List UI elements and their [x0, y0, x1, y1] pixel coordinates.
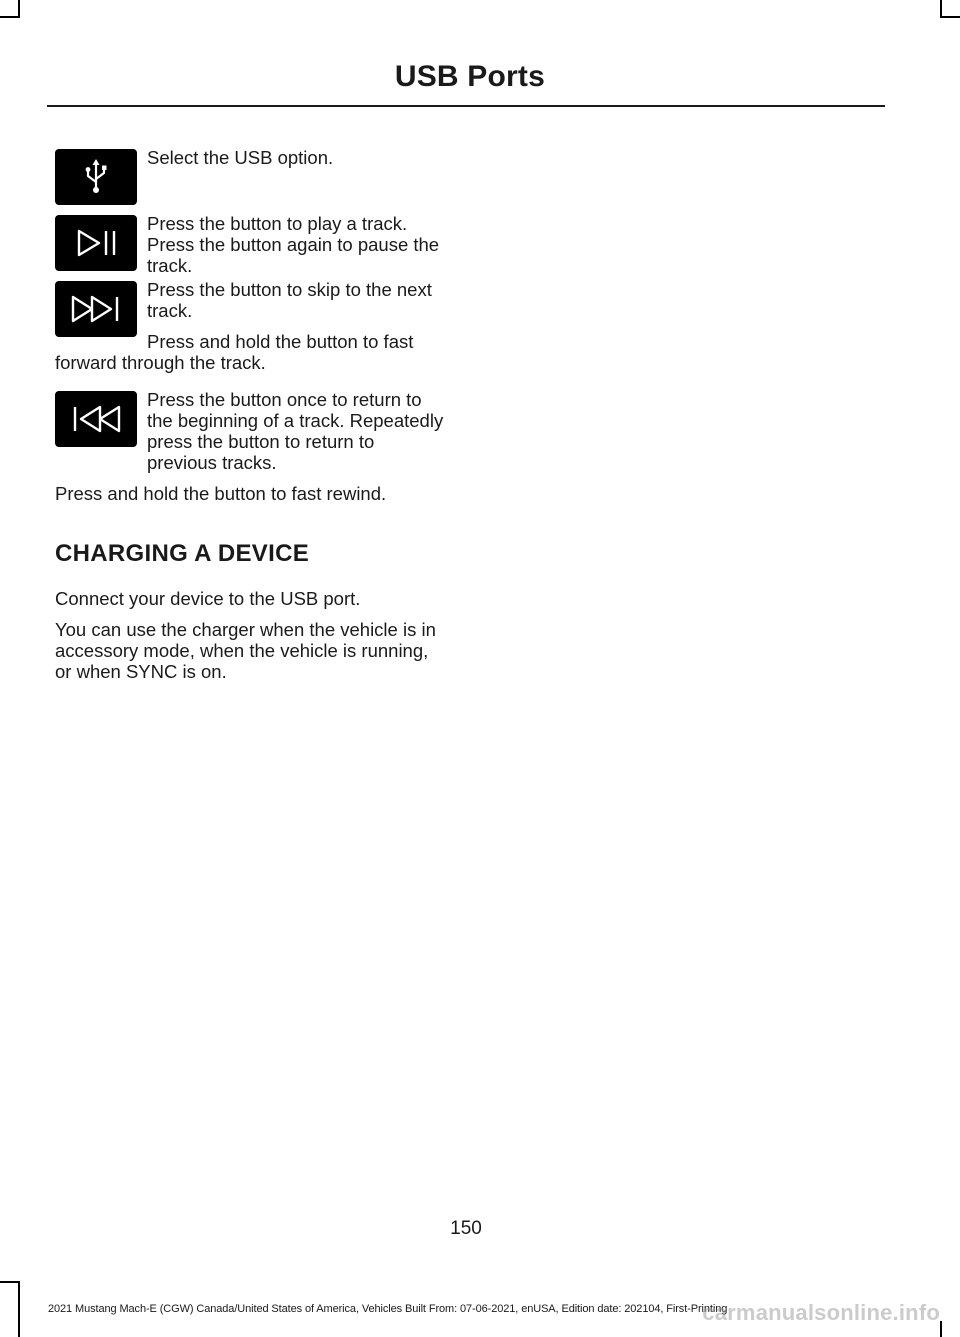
rewind-text: Press and hold the button to fast rewind.	[55, 483, 387, 504]
instruction-text: Press the button to skip to the next track.	[147, 279, 432, 321]
section-heading: CHARGING A DEVICE	[55, 540, 310, 567]
crop-mark	[0, 1281, 20, 1283]
page-content	[55, 147, 447, 682]
crop-mark	[940, 1321, 942, 1337]
skip-forward-icon	[55, 281, 137, 337]
instruction-text: Press the button once to return to the beginning of a track. Repeatedly press the button to return to previous tracks.	[147, 389, 444, 473]
instruction-usb	[55, 147, 447, 213]
crop-mark	[18, 0, 20, 16]
crop-mark	[0, 16, 20, 18]
charging-text: Connect your device to the USB port.	[55, 588, 361, 609]
instruction-text: Press and hold the button to fast forward through the track.	[55, 331, 414, 373]
page-title: USB Ports	[394, 60, 545, 93]
crop-mark	[940, 0, 942, 16]
crop-mark	[940, 16, 960, 18]
charging-text: You can use the charger when the vehicle is in accessory mode, when the vehicle is running, or when SYNC is on.	[55, 619, 436, 682]
instruction-skip-forward	[55, 279, 447, 373]
instruction-skip-back	[55, 389, 447, 473]
usb-icon	[55, 149, 137, 205]
footer-info: 2021 Mustang Mach-E (CGW) Canada/United States of America, Vehicles Built From: 07-06-2021, enUSA, Edition date: 202104, First-Printing	[48, 1303, 728, 1315]
watermark: carmanualsonline.info	[702, 1300, 940, 1325]
instruction-text: Select the USB option.	[147, 147, 334, 168]
header-rule	[47, 105, 885, 107]
crop-mark	[18, 1281, 20, 1337]
instruction-text: Press the button to play a track. Press the button again to pause the track.	[147, 213, 440, 276]
instruction-play-pause	[55, 213, 447, 279]
page-number: 150	[450, 1218, 482, 1239]
skip-back-icon	[55, 391, 137, 447]
play-pause-icon	[55, 215, 137, 271]
